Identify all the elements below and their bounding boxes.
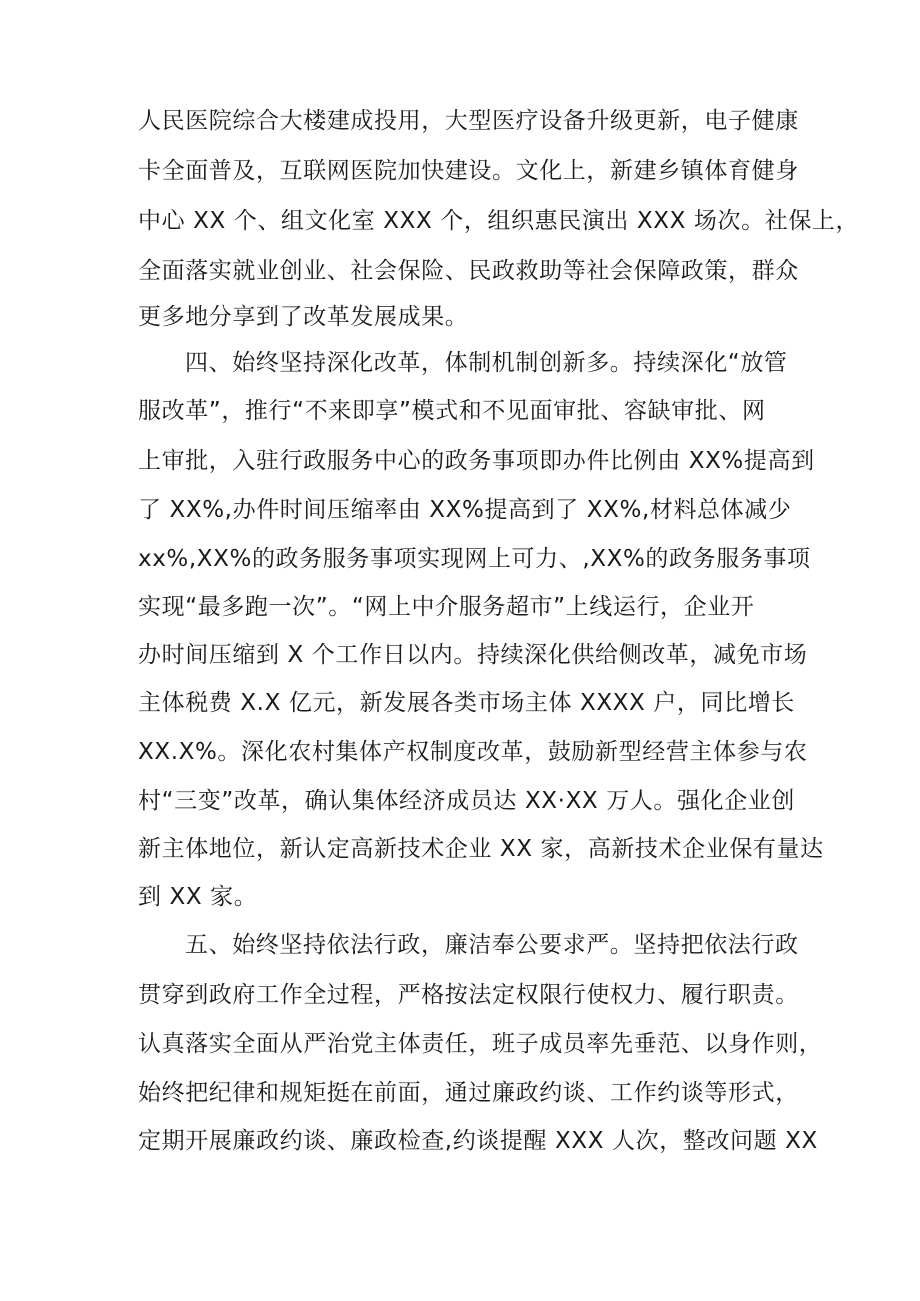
- section-heading-line: 四、始终坚持深化改革，体制机制创新多。持续深化“放管: [185, 350, 788, 376]
- section-heading-line: 五、始终坚持依法行政，廉洁奉公要求严。坚持把依法行政: [185, 932, 799, 958]
- text-line: 中心 XX 个、组文化室 XXX 个，组织惠民演出 XXX 场次。社保上，: [138, 208, 860, 234]
- text-line: 更多地分享到了改革发展成果。: [138, 304, 469, 330]
- text-line: 办时间压缩到 X 个工作日以内。持续深化供给侧改革，减免市场: [138, 642, 808, 668]
- text-line: 到 XX 家。: [138, 884, 258, 910]
- text-line: 定期开展廉政约谈、廉政检查,约谈提醒 XXX 人次，整改问题 XX: [138, 1128, 818, 1154]
- text-line: 卡全面普及，互联网医院加快建设。文化上，新建乡镇体育健身: [138, 158, 799, 184]
- text-line: 主体税费 X.X 亿元，新发展各类市场主体 XXXX 户，同比增长: [138, 690, 795, 716]
- text-line: 人民医院综合大楼建成投用，大型医疗设备升级更新，电子健康: [138, 108, 799, 134]
- text-line: XX.X%。深化农村集体产权制度改革，鼓励新型经营主体参与农: [138, 739, 808, 765]
- text-line: 村“三变”改革，确认集体经济成员达 XX·XX 万人。强化企业创: [138, 788, 795, 814]
- text-line: 全面落实就业创业、社会保险、民政救助等社会保障政策，群众: [138, 258, 799, 284]
- text-line: 贯穿到政府工作全过程，严格按法定权限行使权力、履行职责。: [138, 982, 799, 1008]
- text-line: 始终把纪律和规矩挺在前面，通过廉政约谈、工作约谈等形式，: [138, 1080, 799, 1106]
- text-line: 上审批，入驻行政服务中心的政务事项即办件比例由 XX%提高到: [138, 448, 815, 474]
- text-line: 认真落实全面从严治党主体责任，班子成员率先垂范、以身作则，: [138, 1031, 823, 1057]
- text-line: 服改革”，推行“不来即享”模式和不见面审批、容缺审批、网: [138, 398, 766, 424]
- text-line: 新主体地位，新认定高新技术企业 XX 家，高新技术企业保有量达: [138, 836, 824, 862]
- text-line: xx%,XX%的政务服务事项实现网上可力、,XX%的政务服务事项: [138, 546, 811, 572]
- text-line: 了 XX%,办件时间压缩率由 XX%提高到了 XX%,材料总体减少: [138, 497, 792, 523]
- text-line: 实现“最多跑一次”。“网上中介服务超市”上线运行，企业开: [138, 594, 755, 620]
